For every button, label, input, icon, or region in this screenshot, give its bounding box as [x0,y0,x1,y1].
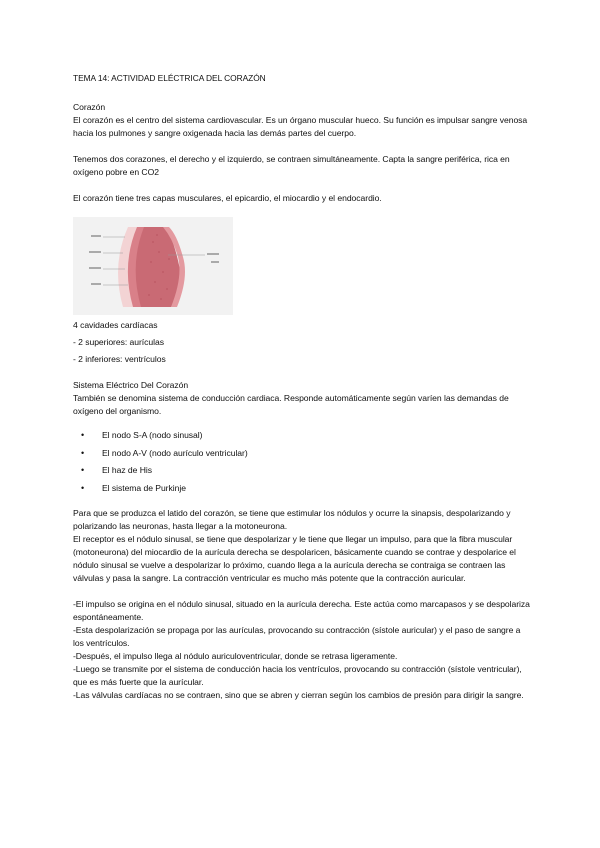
list-item [77,482,533,500]
bullet-marker: • [81,465,85,476]
heart-wall-layers-figure [73,217,233,315]
paragraph-three-layers: El corazón tiene tres capas musculares, el epicardio, el miocardio y el endocardio. [73,193,382,203]
list-item [77,447,533,465]
list-item-label: El nodo A-V (nodo aurículo ventricular) [102,447,248,458]
cavities-inferior: - 2 inferiores: ventrículos [73,354,166,364]
section-heading-corazon: Corazón [73,102,106,112]
step-item: -Esta despolarización se propaga por las aurículas, provocando su contracción (sístole auricular) y el paso de sangre a los ventrículos. [73,625,521,649]
cavities-title: 4 cavidades cardíacas [73,320,158,330]
document-title: TEMA 14: ACTIVIDAD ELÉCTRICA DEL CORAZÓN [73,73,266,83]
step-item: -Luego se transmite por el sistema de conducción hacia los ventrículos, provocando su contracción (sístole ventricular), que es más fuerte que la aurícular. [73,664,522,688]
paragraph-conduction-intro: También se denomina sistema de conducción cardiaca. Responde automáticamente según varíen las demandas de oxígeno del organismo. [73,393,509,416]
step-item: -Las válvulas cardíacas no se contraen, sino que se abren y cierran según los cambios de presión para dirigir la sangre. [73,690,524,701]
step-item: -Después, el impulso llega al nódulo auriculoventricular, donde se retrasa ligeramente. [73,651,398,662]
step-item: -El impulso se origina en el nódulo sinusal, situado en la aurícula derecha. Este actúa como marcapasos y se despolariza espontáneamente. [73,599,530,623]
list-item-label: El sistema de Purkinje [102,482,186,493]
document-content [73,72,533,702]
paragraph-sinus-node-receptor: El receptor es el nódulo sinusal, se tiene que despolarizar y le tiene que llegar un impulso, para que la fibra muscular (motoneurona) del miocardio de la aurícula derecha se despolaricen, básicamente cuando se contrae y despolarice el nódulo sinusal se vuelve a despolarizar lo próximo, cuando llega a la aurícula derecha se contraiga se contraen las válvulas y pasa la sangre. La contracción ventricular es mucho más potente que la contracción auricular. [73,534,516,584]
cavities-superior: - 2 superiores: aurículas [73,337,164,347]
list-item-label: El nodo S-A (nodo sinusal) [102,430,203,440]
heart-wall-illustration [73,217,233,315]
bullet-marker: • [81,447,85,458]
section-heading-electric-system: Sistema Eléctrico Del Corazón [73,380,189,390]
paragraph-corazon-definition: El corazón es el centro del sistema cardiovascular. Es un órgano muscular hueco. Su función es impulsar sangre venosa hacia los pulmones y sangre oxigenada hacia las demás partes del cuerpo. [73,115,528,138]
conduction-nodes-list [77,429,533,499]
paragraph-two-hearts: Tenemos dos corazones, el derecho y el izquierdo, se contraen simultáneamente. Capta la sangre periférica, rica en oxígeno pobre en CO2 [73,154,510,177]
list-item-label: El haz de His [102,465,152,476]
paragraph-heartbeat-stimulus: Para que se produzca el latido del corazón, se tiene que estimular los nódulos y ocurre la sinapsis, despolarizando y polarizando las neuronas, hasta llegar a la motoneurona. [73,508,511,532]
bullet-marker: • [81,482,85,493]
list-item [77,429,533,447]
bullet-marker: • [81,430,85,440]
list-item [77,464,533,482]
